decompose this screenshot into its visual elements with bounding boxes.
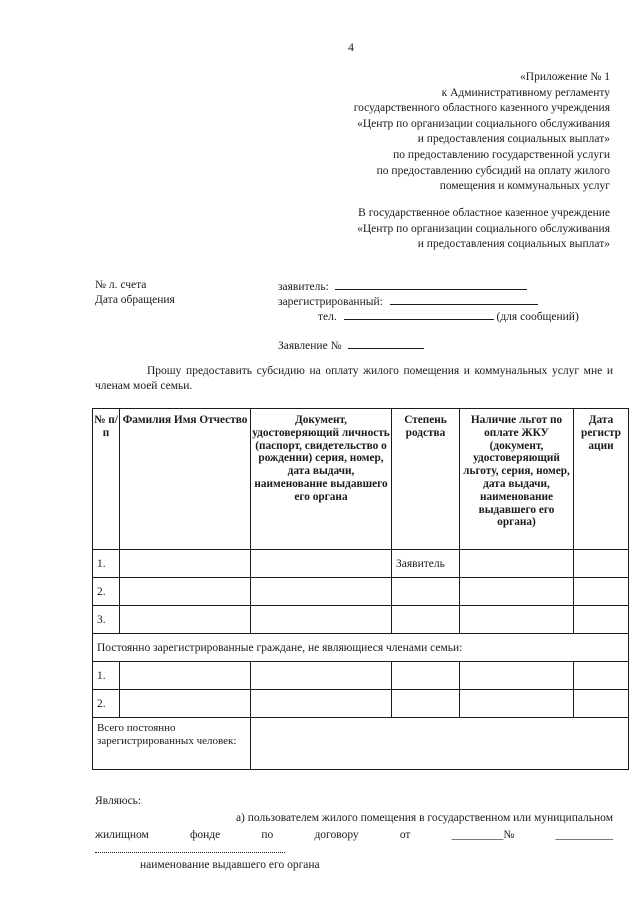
item-a-line: а) пользователем жилого помещения в государственном или муниципальном [235,812,613,824]
document-cell[interactable] [251,662,392,690]
statement-number-blank[interactable] [348,337,424,349]
appendix-line: «Приложение № 1 [520,71,610,83]
applicant-blank[interactable] [335,278,527,290]
col-header-relation: Степень родства [392,409,460,550]
row-number: 3. [93,606,120,634]
item-a-contract-line: жилищном фонде по договору от _________№ __________ [95,827,613,844]
appendix-line: помещения и коммунальных услуг [439,180,610,193]
registered-label: зарегистрированный: [278,296,383,308]
relation-cell[interactable] [392,690,460,718]
issuer-blank[interactable] [95,852,285,853]
total-row [93,718,629,770]
appendix-line: и предоставления социальных выплат» [417,133,610,146]
address-line: В государственное областное казенное учреждение [358,207,610,219]
appendix-line: «Центр по организации социального обслуживания [357,117,610,130]
non-family-section-title: Постоянно зарегистрированные граждане, не являющиеся членами семьи: [93,634,629,662]
relation-cell[interactable] [392,662,460,690]
table-row [93,606,629,634]
total-label: Всего постоянно зарегистрированных человек: [93,718,251,770]
col-header-registration-date: Дата регистр ации [574,409,629,550]
benefits-cell[interactable] [460,550,574,578]
address-line: «Центр по организации социального обслуживания [357,222,610,235]
row-number: 1. [93,550,120,578]
table-row [93,550,629,578]
relation-cell[interactable]: Заявитель [392,550,460,578]
phone-note: (для сообщений) [496,311,579,323]
document-cell[interactable] [251,690,392,718]
phone-label: тел. [318,311,337,323]
name-cell[interactable] [120,690,251,718]
registration-date-cell[interactable] [574,662,629,690]
contract-number-blank[interactable]: _________№ [451,829,515,841]
registration-date-cell[interactable] [574,550,629,578]
non-family-section-row [93,634,629,662]
name-cell[interactable] [120,578,251,606]
page-number: 4 [348,40,354,54]
row-number: 2. [93,578,120,606]
registration-date-cell[interactable] [574,690,629,718]
name-cell[interactable] [120,606,251,634]
relation-cell[interactable] [392,578,460,606]
table-row [93,578,629,606]
appendix-line: по предоставлению субсидий на оплату жилого [376,164,610,177]
phone-blank[interactable] [344,308,494,320]
name-cell[interactable] [120,662,251,690]
family-table [92,408,629,770]
total-count-cell[interactable] [251,718,629,770]
table-header-row [93,409,629,550]
contract-extra-blank[interactable]: __________ [555,829,613,841]
registration-date-cell[interactable] [574,606,629,634]
phone-field [318,308,579,325]
document-cell[interactable] [251,550,392,578]
being-label: Являюсь: [95,795,142,807]
appendix-line: по предоставлению государственной услуги [393,148,610,161]
registration-date-cell[interactable] [574,578,629,606]
statement-field [278,337,424,354]
appendix-line: к Административному регламенту [441,86,610,99]
request-date-label: Дата обращения [95,294,175,306]
appendix-header [354,70,610,195]
registered-blank[interactable] [390,293,538,305]
document-cell[interactable] [251,578,392,606]
applicant-label: заявитель: [278,281,329,293]
statement-label: Заявление № [278,340,342,352]
col-header-number: № п/п [93,409,120,550]
col-header-benefits: Наличие льгот по оплате ЖКУ (документ, удостоверяющий льготу, серия, номер, дата выдачи, наименование выдавшего его органа) [460,409,574,550]
benefits-cell[interactable] [460,606,574,634]
appendix-line: государственного областного казенного учреждения [353,102,610,115]
issuer-caption: наименование выдавшего его органа [140,859,320,871]
name-cell[interactable] [120,550,251,578]
address-line: и предоставления социальных выплат» [417,238,610,251]
table-row [93,662,629,690]
benefits-cell[interactable] [460,662,574,690]
col-header-document: Документ, удостоверяющий личность (паспорт, свидетельство о рождении) серия, номер, дата выдачи, наименование выдавшего его органа [251,409,392,550]
benefits-cell[interactable] [460,578,574,606]
request-text: Прошу предоставить субсидию на оплату жилого помещения и коммунальных услуг мне и членам моей семьи. [95,365,613,392]
table-row [93,690,629,718]
row-number: 2. [93,690,120,718]
account-number-label: № л. счета [95,279,147,291]
row-number: 1. [93,662,120,690]
benefits-cell[interactable] [460,690,574,718]
relation-cell[interactable] [392,606,460,634]
addressee-block [357,206,610,253]
col-header-name: Фамилия Имя Отчество [120,409,251,550]
document-cell[interactable] [251,606,392,634]
